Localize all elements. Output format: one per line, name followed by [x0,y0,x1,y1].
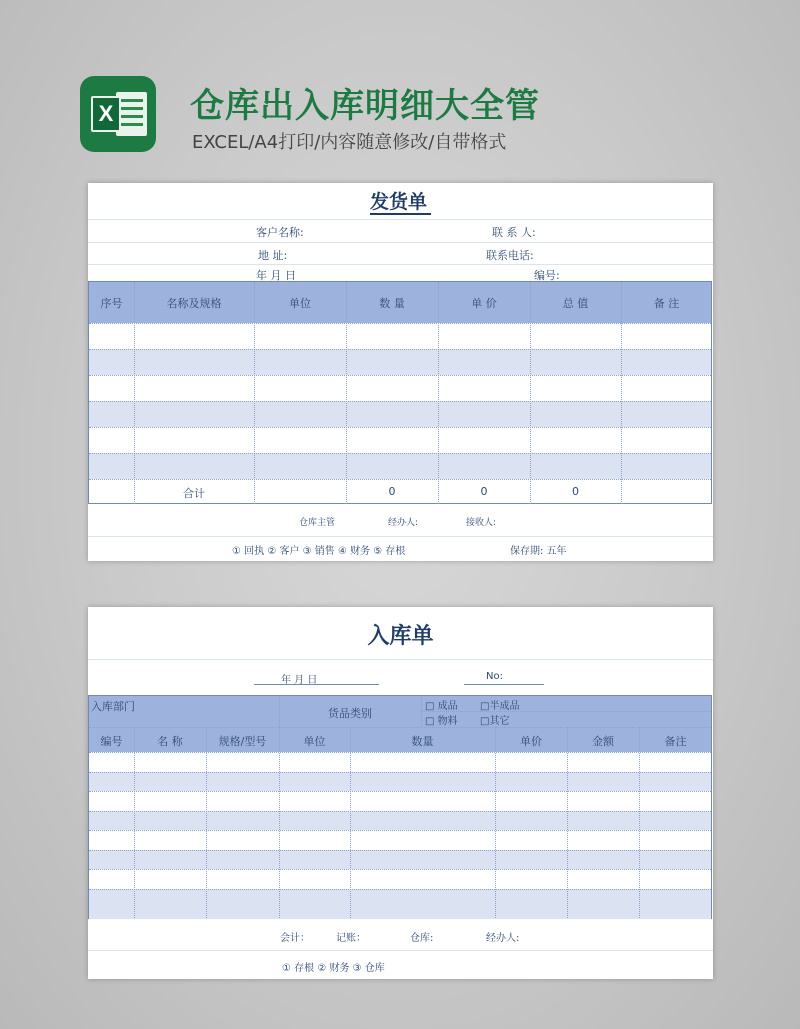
total-unit-price: 0 [480,485,488,498]
delivery-title: 发货单 [88,187,713,214]
table-row[interactable] [89,811,711,831]
page-subtitle: EXCEL/A4打印/内容随意修改/自带格式 [192,132,507,153]
handler-label: 经办人: [486,933,520,944]
number-label: 编号: [534,269,560,282]
accountant-label: 会计： [280,933,310,944]
inbound-sheet [88,607,713,979]
col-header-unit-price: 单 价 [471,297,497,310]
table-row[interactable] [89,401,711,427]
bookkeeper-label: 记账： [336,933,366,944]
dept-label: 入库部门 [91,700,135,713]
warehouse-manager-label: 仓库主管 [299,518,336,528]
col-header-amount: 金额 [592,735,614,748]
handler-label: 经办人: [388,518,419,528]
warehouse-label: 仓库: [410,933,434,944]
inbound-no-label: No: [486,671,503,682]
col-header-total-value: 总 值 [562,297,589,310]
col-header-quantity: 数 量 [379,297,405,310]
col-header-index: 序号 [100,297,123,310]
delivery-sheet [88,183,713,561]
col-header-name-spec: 名称及规格 [166,297,222,310]
date-label: 年 月 日 [256,269,296,282]
table-row[interactable] [89,889,711,919]
option-semi-finished[interactable]: □半成品 [480,701,520,712]
option-finished[interactable]: □ 成品 [425,701,458,712]
total-quantity: 0 [388,485,396,498]
table-row[interactable] [89,323,711,349]
table-row[interactable] [89,869,711,889]
col-header-code: 编号 [100,735,123,748]
col-header-remarks: 备 注 [653,297,680,310]
col-header-unit-price: 单价 [520,735,542,748]
retention-period: 保存期: 五年 [510,546,567,557]
table-row[interactable] [89,830,711,850]
inbound-table [88,695,712,919]
phone-label: 联系电话: [486,249,534,262]
option-materials[interactable]: □ 物料 [425,716,458,727]
table-row[interactable] [89,453,711,479]
table-row[interactable] [89,427,711,453]
inbound-title: 入库单 [367,624,434,649]
inbound-date-label: 年 月 日 [281,675,318,686]
col-header-name: 名 称 [157,735,183,748]
table-row[interactable] [89,752,711,772]
option-other[interactable]: □其它 [480,716,510,727]
category-label: 货品类别 [328,707,372,720]
address-label: 地 址: [258,249,288,262]
table-row[interactable] [89,791,711,811]
table-row[interactable] [89,375,711,401]
excel-icon [80,76,156,152]
contact-label: 联 系 人: [492,226,536,239]
page-title: 仓库出入库明细大全管 [190,86,540,126]
col-header-remarks: 备注 [664,735,687,748]
excel-x-badge: X [91,96,121,132]
total-value: 0 [572,485,579,498]
table-row[interactable] [89,772,711,792]
copy-distribution: ① 回执 ② 客户 ③ 销售 ④ 财务 ⑤ 存根 [232,546,406,557]
receiver-label: 接收人: [466,518,497,528]
col-header-unit: 单位 [289,297,311,310]
col-header-unit: 单位 [303,735,326,748]
customer-label: 客户名称: [256,226,304,239]
table-row[interactable] [89,850,711,870]
total-label: 合计 [183,487,205,500]
delivery-table [88,281,712,504]
copy-distribution: ① 存根 ② 财务 ③ 仓库 [282,963,385,974]
table-row[interactable] [89,349,711,375]
col-header-spec-model: 规格/型号 [218,735,267,748]
col-header-quantity: 数量 [411,735,434,748]
